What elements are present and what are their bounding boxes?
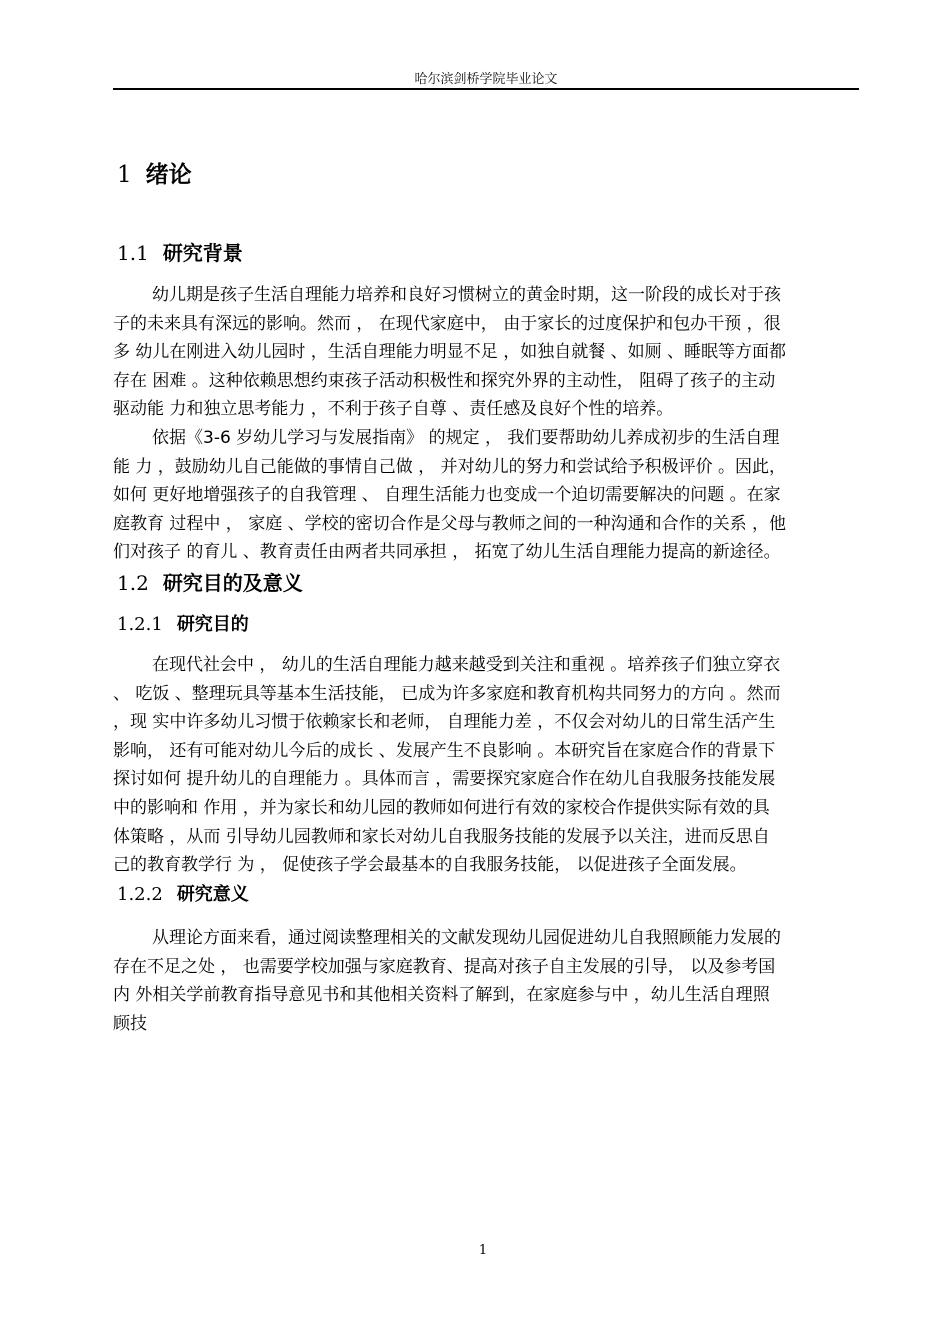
paragraph-background-2 <box>113 424 860 567</box>
section-heading-1-1 <box>117 239 243 267</box>
chapter-heading <box>117 160 192 190</box>
text-line: 多 幼儿在刚进入幼儿园时 ，生活自理能力明显不足 ，如独自就餐 、如厕 、睡眠等方面都 <box>113 342 787 363</box>
chapter-title: 绪论 <box>145 162 192 188</box>
text-line: 幼儿期是孩子生活自理能力培养和良好习惯树立的黄金时期，这一阶段的成长对于孩 <box>152 285 781 305</box>
text-line: 子的未来具有深远的影响。然而 ， 在现代家庭中， 由于家长的过度保护和包办干预 ，很 <box>113 313 781 334</box>
text-line: 存在不足之处 ， 也需要学校加强与家庭教育、提高对孩子自主发展的引导， 以及参考国 <box>113 956 776 977</box>
header-rule <box>113 88 859 90</box>
text-line: 影响， 还有可能对幼儿今后的成长 、发展产生不良影响 。本研究旨在家庭合作的背景下 <box>113 740 776 761</box>
paragraph-purpose <box>113 651 860 880</box>
text-line: ，现 实中许多幼儿习惯于依赖家长和老师， 自理能力差 ，不仅会对幼儿的日常生活产生 <box>113 712 776 733</box>
section-number: 1.2 <box>117 571 149 595</box>
text-line: 如何 更好地增强孩子的自我管理 、 自理生活能力也变成一个迫切需要解决的问题 。在家 <box>113 485 781 506</box>
text-line: 庭教育 过程中 ， 家庭 、学校的密切合作是父母与教师之间的一种沟通和合作的关系 ，他 <box>113 513 787 534</box>
subsection-title: 研究目的 <box>176 614 249 635</box>
text-line: 、 吃饭 、整理玩具等基本生活技能， 已成为许多家庭和教育机构共同努力的方向 。然而 <box>113 683 781 704</box>
paragraph-significance <box>113 924 860 1038</box>
text-line: 们对孩子 的育儿 、教育责任由两者共同承担 ， 拓宽了幼儿生活自理能力提高的新途径。 <box>113 542 781 563</box>
text-line: 中的影响和 作用 ，并为家长和幼儿园的教师如何进行有效的家校合作提供实际有效的具 <box>113 797 770 818</box>
section-title: 研究背景 <box>162 241 243 265</box>
text-line: 内 外相关学前教育指导意见书和其他相关资料了解到，在家庭参与中 ，幼儿生活自理照 <box>113 985 770 1006</box>
subsection-title: 研究意义 <box>176 884 249 905</box>
text-line: 依据《3-6 岁幼儿学习与发展指南》 的规定 ， 我们要帮助幼儿养成初步的生活自理 <box>152 428 780 448</box>
section-number: 1.1 <box>117 241 149 265</box>
text-line: 存在 困难 。这种依赖思想约束孩子活动积极性和探究外界的主动性， 阻碍了孩子的主动 <box>113 370 776 391</box>
section-title: 研究目的及意义 <box>162 571 303 595</box>
chapter-number: 1 <box>117 162 132 188</box>
text-line: 体策略 ，从而 引导幼儿园教师和家长对幼儿自我服务技能的发展予以关注，进而反思自 <box>113 826 770 847</box>
paragraph-background-1 <box>113 281 860 424</box>
text-line: 从理论方面来看，通过阅读整理相关的文献发现幼儿园促进幼儿自我照顾能力发展的 <box>152 928 781 948</box>
section-heading-1-2 <box>117 569 303 597</box>
running-header: 哈尔滨剑桥学院毕业论文 <box>414 72 558 87</box>
text-line: 己的教育教学行 为 ， 促使孩子学会最基本的自我服务技能， 以促进孩子全面发展。 <box>113 855 747 876</box>
page-number: 1 <box>478 1243 488 1258</box>
subsection-number: 1.2.2 <box>117 884 163 905</box>
text-line: 探讨如何 提升幼儿的自理能力 。具体而言 ，需要探究家庭合作在幼儿自我服务技能发展 <box>113 769 776 790</box>
subsection-number: 1.2.1 <box>117 614 163 635</box>
text-line: 在现代社会中 ， 幼儿的生活自理能力越来越受到关注和重视 。培养孩子们独立穿衣 <box>152 655 781 675</box>
text-line: 驱动能 力和独立思考能力 ，不利于孩子自尊 、责任感及良好个性的培养。 <box>113 399 674 420</box>
subsection-heading-1-2-1 <box>117 612 249 638</box>
text-line: 能 力 ，鼓励幼儿自己能做的事情自己做 ， 并对幼儿的努力和尝试给予积极评价 。因此， <box>113 456 787 477</box>
text-line: 顾技 <box>113 1013 147 1034</box>
subsection-heading-1-2-2 <box>117 882 249 908</box>
